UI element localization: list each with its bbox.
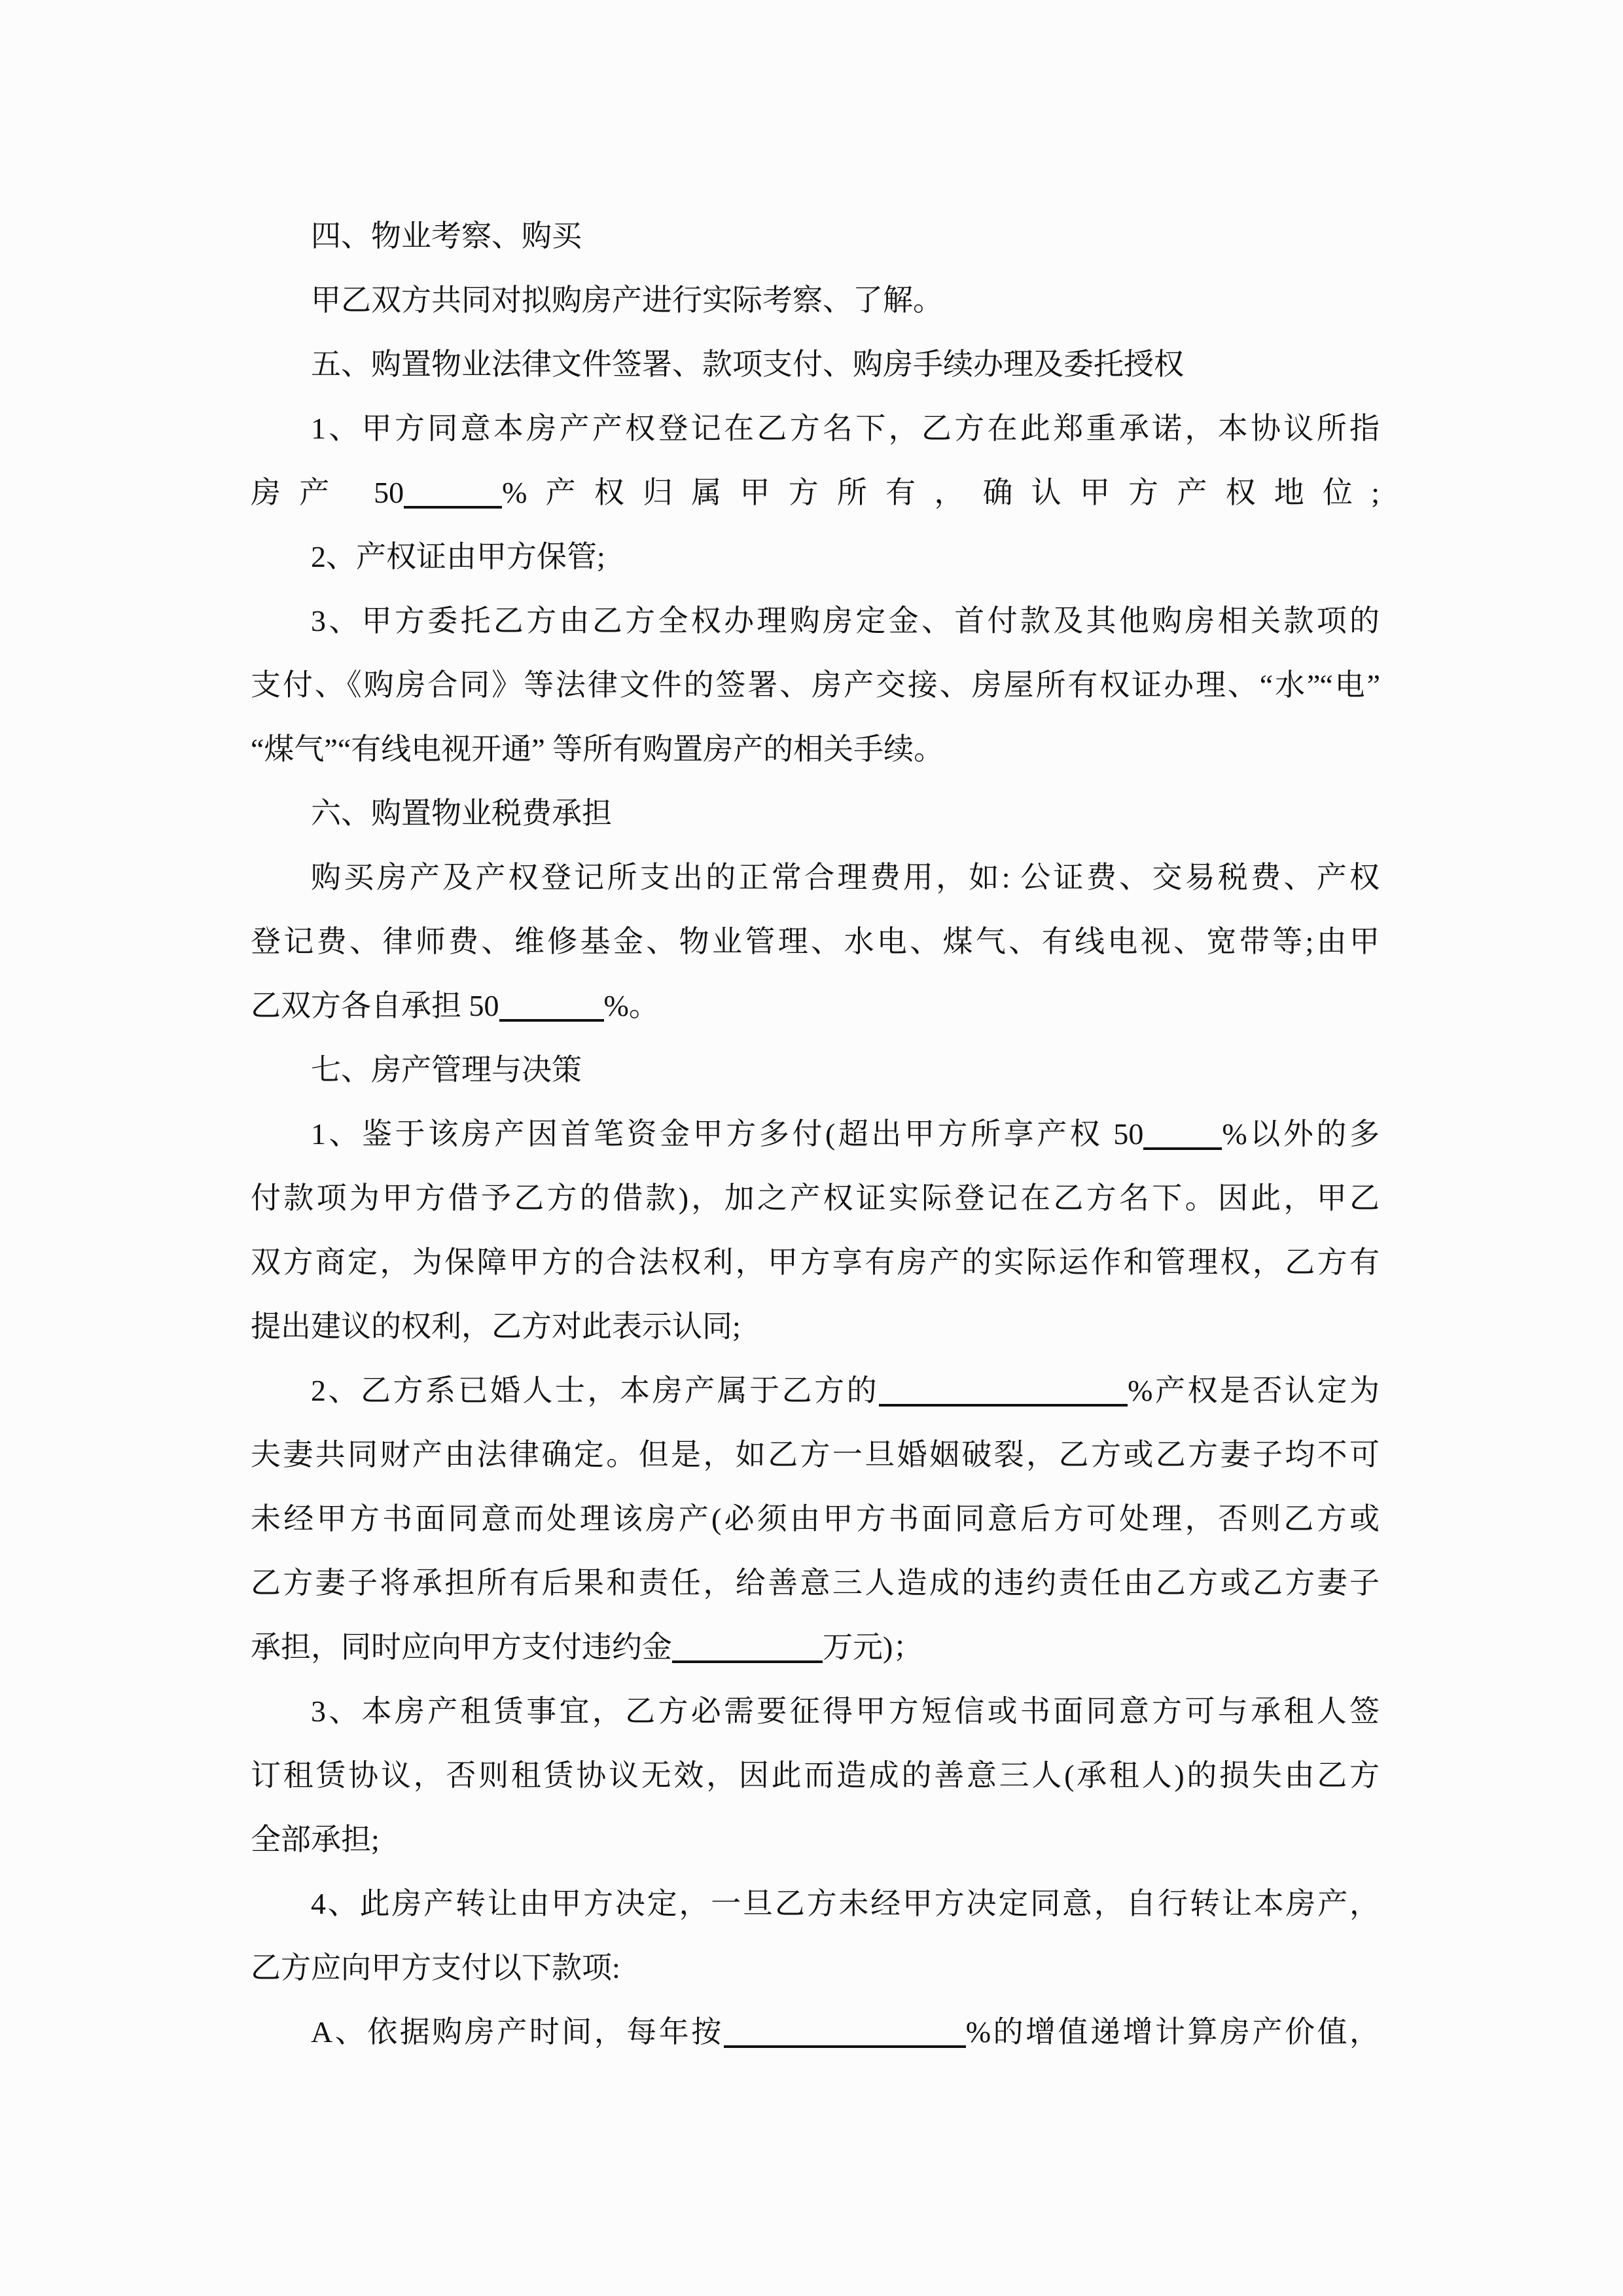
text-line: A、依据购房产时间，每年按 %的增值递增计算房产价值，	[311, 2015, 1380, 2049]
text-line: 登记费、律师费、维修基金、物业管理、水电、煤气、有线电视、宽带等;由甲	[251, 925, 1380, 958]
text-line: 2、产权证由甲方保管;	[311, 540, 605, 573]
text-line: 4、此房产转让由甲方决定，一旦乙方未经甲方决定同意，自行转让本房产，	[311, 1887, 1380, 1920]
text-line: 五、购置物业法律文件签署、款项支付、购房手续办理及委托授权	[311, 348, 1184, 381]
text-line: 3、本房产租赁事宜，乙方必需要征得甲方短信或书面同意方可与承租人签	[311, 1695, 1380, 1728]
blank-underline	[1143, 1147, 1222, 1150]
text-line: 乙双方各自承担 50 %。	[251, 989, 659, 1022]
text-line: 四、物业考察、购买	[311, 219, 582, 253]
blank-underline	[672, 1660, 823, 1663]
text-line: 2、乙方系已婚人士，本房产属于乙方的 %产权是否认定为	[311, 1374, 1380, 1407]
text-line: 六、购置物业税费承担	[311, 797, 612, 830]
text-line: 全部承担;	[251, 1823, 380, 1856]
text-line: 夫妻共同财产由法律确定。但是，如乙方一旦婚姻破裂，乙方或乙方妻子均不可	[251, 1438, 1380, 1471]
blank-underline	[499, 1019, 604, 1022]
text-line: 3、甲方委托乙方由乙方全权办理购房定金、首付款及其他购房相关款项的	[311, 604, 1380, 637]
text-line: 提出建议的权利，乙方对此表示认同;	[251, 1310, 741, 1343]
text-line: 承担，同时应向甲方支付违约金 万元)；	[251, 1630, 923, 1664]
text-line: 1、甲方同意本房产产权登记在乙方名下，乙方在此郑重承诺，本协议所指	[311, 412, 1380, 445]
text-line: 支付、《购房合同》等法律文件的签署、房产交接、房屋所有权证办理、“水”“电”	[251, 668, 1380, 702]
text-line: 乙方应向甲方支付以下款项:	[251, 1951, 620, 1984]
text-line: 未经甲方书面同意而处理该房产(必须由甲方书面同意后方可处理，否则乙方或	[251, 1502, 1380, 1535]
blank-underline	[404, 506, 502, 509]
text-line: 1、鉴于该房产因首笔资金甲方多付(超出甲方所享产权 50 %以外的多	[311, 1117, 1380, 1151]
blank-underline	[724, 2045, 966, 2048]
blank-underline	[879, 1404, 1128, 1407]
text-line: 乙方妻子将承担所有后果和责任，给善意三人造成的违约责任由乙方或乙方妻子	[251, 1566, 1380, 1600]
text-line: 七、房产管理与决策	[311, 1053, 582, 1086]
document-body	[251, 204, 1380, 2064]
text-line: 房产 50 %产权归属甲方所有，确认甲方产权地位;	[251, 476, 1380, 509]
text-line: 双方商定，为保障甲方的合法权利，甲方享有房产的实际运作和管理权，乙方有	[251, 1246, 1380, 1279]
text-line: 甲乙双方共同对拟购房产进行实际考察、了解。	[311, 283, 943, 317]
text-line: “煤气”“有线电视开通” 等所有购置房产的相关手续。	[251, 732, 944, 766]
text-line: 订租赁协议，否则租赁协议无效，因此而造成的善意三人(承租人)的损失由乙方	[251, 1759, 1380, 1792]
text-line: 付款项为甲方借予乙方的借款)，加之产权证实际登记在乙方名下。因此，甲乙	[251, 1181, 1380, 1215]
text-line: 购买房产及产权登记所支出的正常合理费用，如: 公证费、交易税费、产权	[311, 861, 1380, 894]
